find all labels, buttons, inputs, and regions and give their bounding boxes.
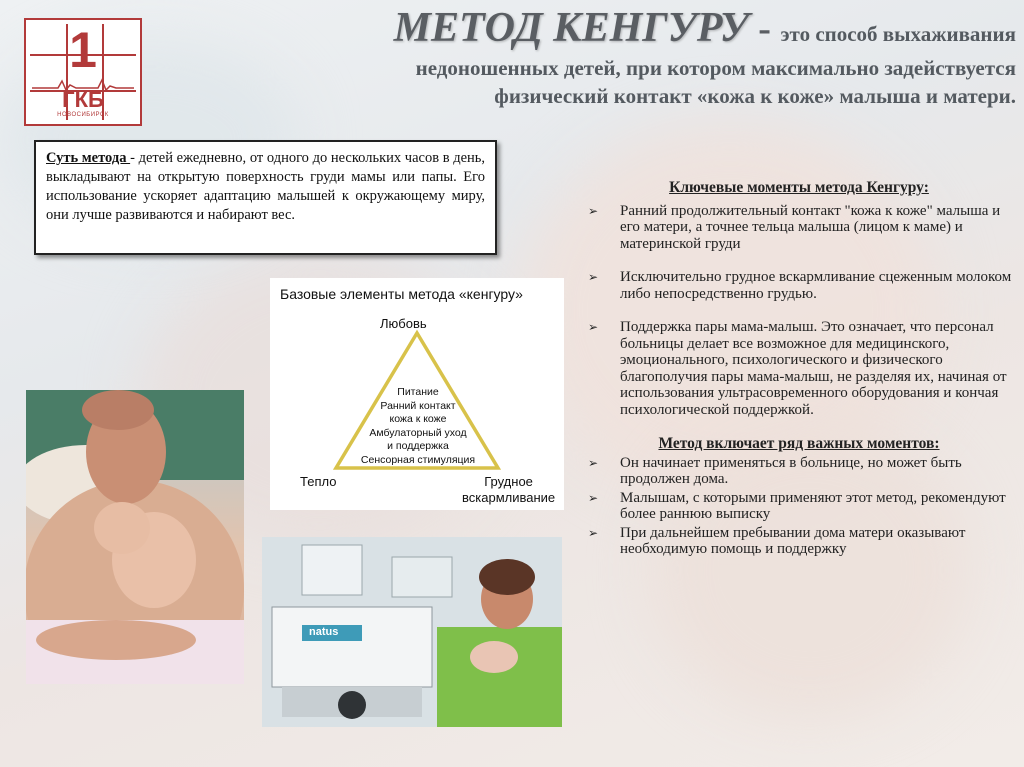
diagram-right-line-1: Грудное [484, 474, 533, 489]
logo-city: НОВОСИБИРСК [57, 112, 109, 118]
arrow-bullet-icon: ➢ [587, 525, 599, 540]
method-point-text: Малышам, с которыми применяют этот метод, рекомендуют более раннюю выписку [620, 489, 1006, 522]
diagram-left-label: Тепло [300, 474, 337, 489]
arrow-bullet-icon: ➢ [587, 320, 599, 334]
arrow-bullet-icon: ➢ [587, 203, 599, 218]
diagram-inner-item: кожа к коже [389, 413, 447, 425]
monitor-brand-label: natus [309, 626, 339, 638]
diagram-title: Базовые элементы метода «кенгуру» [280, 286, 523, 302]
method-point-text: Он начинает применяться в больнице, но может быть продолжен дома. [620, 454, 962, 487]
hospital-illustration [262, 537, 562, 727]
essence-term: Суть метода [46, 150, 131, 166]
logo-abbreviation: ГКБ [62, 87, 104, 112]
list-item [584, 455, 1014, 488]
hospital-logo [24, 18, 142, 126]
diagram-inner-item: Питание [397, 386, 439, 398]
diagram-right-line-2: вскармливание [462, 490, 556, 505]
father-baby-illustration [26, 390, 244, 684]
title-line-2: недоношенных детей, при котором максимально задействуется [415, 56, 1016, 80]
list-item [584, 525, 1014, 558]
arrow-bullet-icon: ➢ [587, 270, 599, 284]
father-baby-photo [26, 390, 244, 684]
diagram-inner-item: Ранний контакт [380, 399, 456, 412]
diagram-right-label [462, 474, 555, 506]
key-point-text: Ранний продолжительный контакт "кожа к коже" малыша и его матери, а точнее тельца малыша (лицом к маме) и материнской груди [620, 202, 1001, 252]
method-header: Метод включает ряд важных моментов: [658, 435, 940, 452]
method-point-text: При дальнейшем пребывании дома матери оказывают необходимую помощь и поддержку [620, 524, 966, 557]
page-title [270, 5, 1016, 110]
list-item [584, 269, 1014, 302]
diagram-top-label: Любовь [380, 316, 427, 331]
title-term: МЕТОД КЕНГУРУ [393, 5, 749, 51]
kangaroo-elements-diagram [270, 278, 564, 510]
right-column [584, 180, 1014, 558]
title-dash: - [748, 8, 781, 50]
diagram-inner-list [330, 386, 506, 467]
hospital-mother-photo [262, 537, 562, 727]
essence-text: - детей ежедневно, от одного до нескольких часов в день, выкладывают на открытую поверхность груди мамы или папы. Его использование ускоряет адаптацию малышей к окружающему миру, они лучше развиваются и набирают вес. [46, 150, 486, 223]
diagram-inner-item: Сенсорная стимуляция [360, 453, 476, 466]
list-item [584, 203, 1014, 253]
key-point-text: Исключительно грудное вскармливание сцеженным молоком либо непосредственно грудью. [620, 269, 1012, 302]
diagram-inner-item: и поддержка [387, 440, 449, 452]
arrow-bullet-icon: ➢ [587, 455, 599, 470]
logo-number: 1 [69, 22, 97, 78]
key-points-header: Ключевые моменты метода Кенгуру: [669, 179, 929, 196]
title-line-3: физический контакт «кожа к коже» малыша и матери. [494, 84, 1016, 108]
list-item [584, 319, 1014, 418]
diagram-inner-item: Амбулаторный уход [369, 426, 467, 439]
method-essence-box [34, 140, 497, 255]
key-point-text: Поддержка пары мама-малыш. Это означает, что персонал больницы делает все возможное для медицинского, эмоционального, психологического и физического благополучия пары мама-малыш, не разделяя их, начиная от использования ультрасовременного оборудования и кончая психологической поддержкой. [620, 319, 1007, 418]
arrow-bullet-icon: ➢ [587, 490, 599, 505]
list-item [584, 490, 1014, 523]
title-line1-rest: это способ выхаживания [780, 22, 1016, 46]
